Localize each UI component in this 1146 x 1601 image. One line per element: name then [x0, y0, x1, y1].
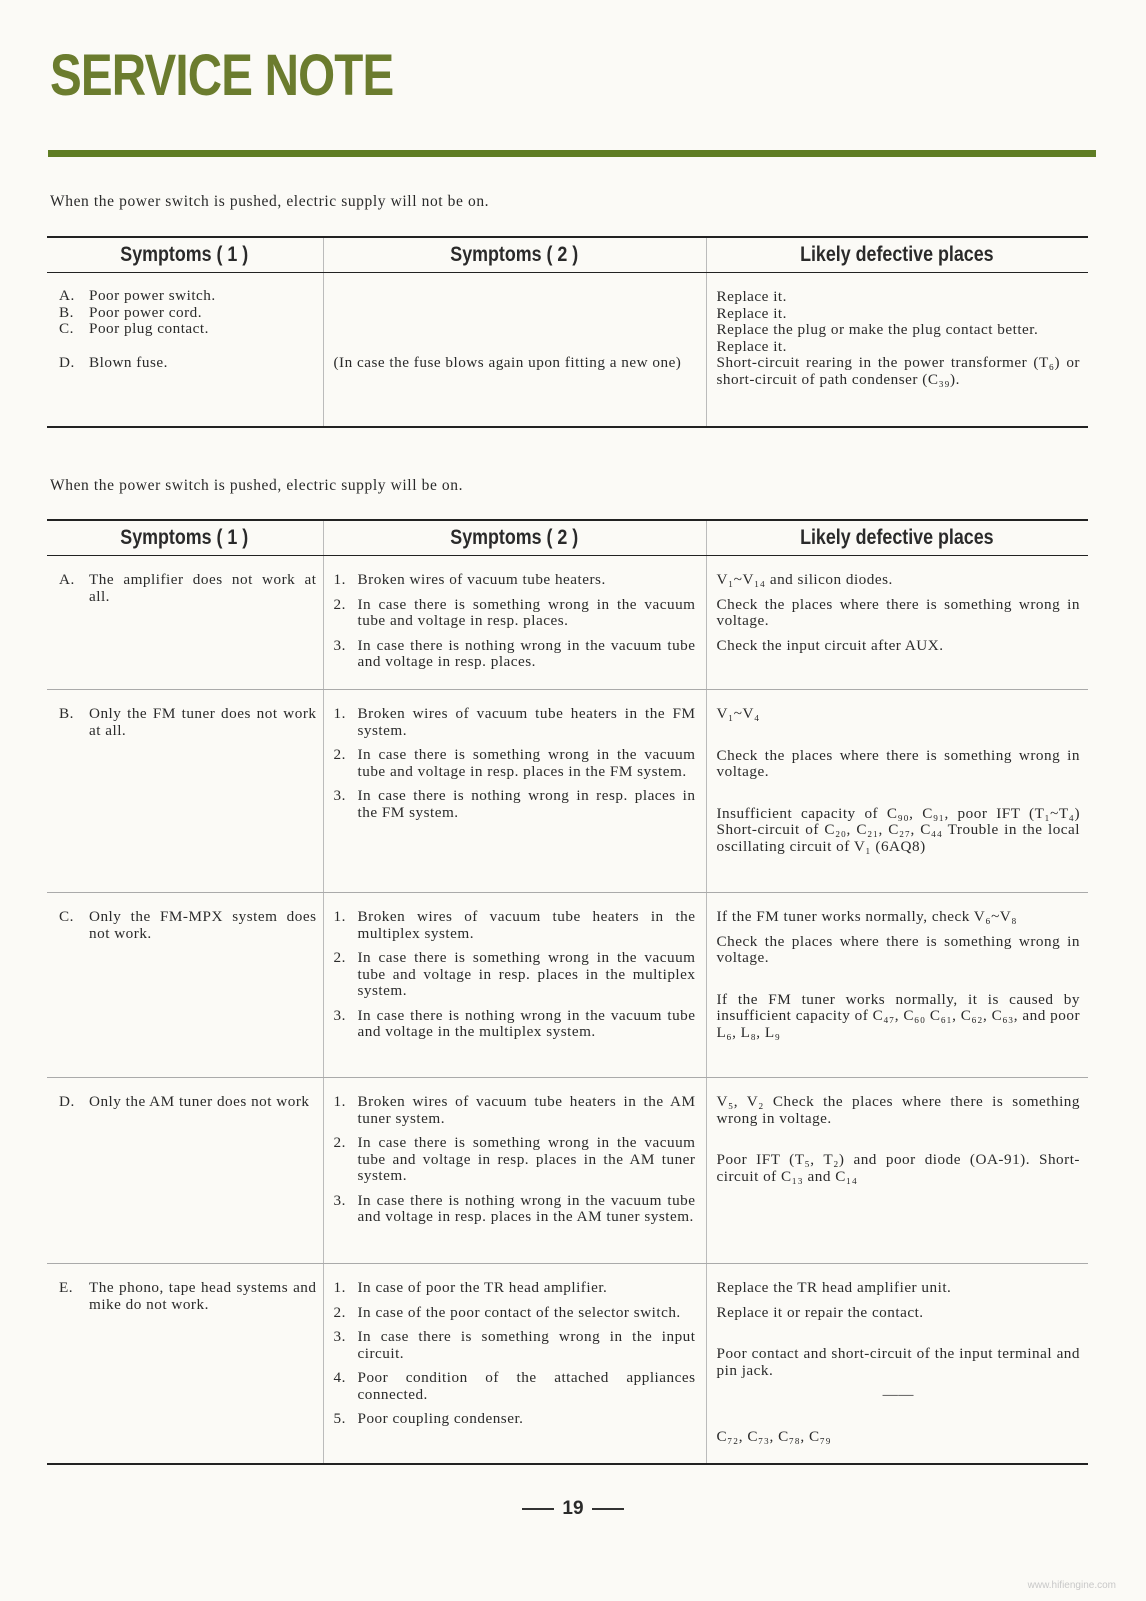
table-row	[47, 556, 1088, 690]
symptom2-item: 2. In case there is something wrong in the vacuum tube and voltage in resp. places in the AM tuner system.	[333, 1134, 696, 1184]
symptom2-item: 1. Broken wires of vacuum tube heaters in the FM system.	[333, 705, 696, 739]
symptom2-item: 3. In case there is nothing wrong in the vacuum tube and voltage in the multiplex system.	[333, 1006, 696, 1040]
symptom1-text: C. Only the FM-MPX system does not work.	[59, 908, 317, 942]
symptom2-item: 2. In case there is something wrong in the vacuum tube and voltage in resp. places.	[333, 595, 696, 629]
footer-dash-left	[522, 1508, 554, 1510]
page-number: 19	[562, 1498, 584, 1519]
table-row	[47, 273, 1088, 428]
place-text: If the FM tuner works normally, it is caused by insufficient capacity of C₄₇, C₆₀ C₆₁, C₆₂, C₆₃, and poor L₆, L₈, L₉	[716, 990, 1080, 1041]
col-header-symptoms-2: Symptoms ( 2 )	[323, 237, 706, 273]
symptom2-item: 3. In case there is something wrong in the input circuit.	[333, 1328, 696, 1362]
watermark: www.hifiengine.com	[1027, 1580, 1116, 1591]
place-text: Insufficient capacity of C₉₀, C₉₁, poor IFT (T₁~T₄) Short-circuit of C₂₀, C₂₁, C₂₇, C₄₄ Trouble in the local oscillating circuit of V₁ (6AQ8)	[716, 804, 1080, 855]
table-power-on	[47, 519, 1088, 1465]
table-row	[47, 1078, 1088, 1264]
page-footer	[0, 1498, 1146, 1520]
col-header-symptoms-1: Symptoms ( 1 )	[47, 237, 323, 273]
place-text: Replace it or repair the contact.	[716, 1303, 924, 1321]
symptom2-item: 2. In case there is something wrong in the vacuum tube and voltage in resp. places in the FM system.	[333, 746, 696, 780]
title-rule	[48, 150, 1096, 157]
symptom1-text: E. The phono, tape head systems and mike do not work.	[59, 1279, 317, 1313]
place-text: Replace the plug or make the plug contact better.	[716, 321, 1039, 338]
place-text: Check the places where there is something wrong in voltage.	[716, 595, 1080, 629]
place-text: Replace it.	[716, 304, 787, 322]
place-text: Check the places where there is something wrong in voltage.	[716, 932, 1080, 966]
col-header-symptoms-1: Symptoms ( 1 )	[47, 520, 323, 556]
place-text: Poor contact and short-circuit of the input terminal and pin jack.	[716, 1345, 1080, 1379]
table-power-off	[47, 236, 1088, 428]
col-header-symptoms-2: Symptoms ( 2 )	[323, 520, 706, 556]
place-text: V₁~V₄	[716, 705, 760, 722]
symptom-item: A. Poor power switch.	[59, 287, 216, 304]
place-text: Poor IFT (T₅, T₂) and poor diode (OA-91). Short-circuit of C₁₃ and C₁₄	[716, 1151, 1080, 1185]
table-header-row	[47, 237, 1088, 273]
symptom1-text: D. Only the AM tuner does not work	[59, 1093, 310, 1110]
place-text: If the FM tuner works normally, check V₆~V₈	[716, 908, 1018, 925]
place-text: Replace it.	[716, 337, 787, 355]
place-text: Check the input circuit after AUX.	[716, 636, 944, 654]
place-text: V₁~V₁₄ and silicon diodes.	[716, 571, 893, 588]
place-text: C₇₂, C₇₃, C₇₈, C₇₉	[716, 1427, 832, 1445]
symptom2-item: 1. Broken wires of vacuum tube heaters in the multiplex system.	[333, 908, 696, 942]
section2-intro: When the power switch is pushed, electric supply will be on.	[50, 477, 464, 494]
symptom2-item: 1. In case of poor the TR head amplifier.	[333, 1279, 608, 1296]
symptom2-item: 4. Poor condition of the attached appliances connected.	[333, 1369, 696, 1403]
place-text: Replace the TR head amplifier unit.	[716, 1279, 952, 1296]
symptom1-text: A. The amplifier does not work at all.	[59, 571, 317, 605]
symptom2-text: (In case the fuse blows again upon fitting a new one)	[333, 354, 682, 371]
col-header-defective-places: Likely defective places	[706, 237, 1088, 273]
symptom-item: C. Poor plug contact.	[59, 320, 209, 337]
table-row	[47, 690, 1088, 893]
place-text: Short-circuit rearing in the power transformer (T₆) or short-circuit of path condenser (C₃₉).	[716, 354, 1080, 388]
symptom1-text: B. Only the FM tuner does not work at all.	[59, 705, 317, 739]
footer-dash-right	[592, 1508, 624, 1510]
section1-intro: When the power switch is pushed, electric supply will not be on.	[50, 193, 490, 210]
place-text: V₅, V₂ Check the places where there is something wrong in voltage.	[716, 1093, 1080, 1127]
symptom2-item: 3. In case there is nothing wrong in resp. places in the FM system.	[333, 787, 696, 821]
table-row	[47, 893, 1088, 1078]
place-text: ——	[882, 1386, 914, 1403]
page-title: SERVICE NOTE	[50, 43, 394, 108]
table-header-row	[47, 520, 1088, 556]
symptom2-item: 2. In case there is something wrong in the vacuum tube and voltage in resp. places in the multiplex system.	[333, 949, 696, 999]
table-row	[47, 1264, 1088, 1465]
symptom2-item: 1. Broken wires of vacuum tube heaters.	[333, 571, 606, 588]
symptom2-item: 5. Poor coupling condenser.	[333, 1410, 524, 1427]
symptom2-item: 3. In case there is nothing wrong in the vacuum tube and voltage in resp. places.	[333, 636, 696, 670]
col-header-defective-places: Likely defective places	[706, 520, 1088, 556]
place-text: Check the places where there is something wrong in voltage.	[716, 746, 1080, 780]
symptom2-item: 2. In case of the poor contact of the selector switch.	[333, 1303, 681, 1321]
place-text: Replace it.	[716, 288, 787, 305]
symptom-item: B. Poor power cord.	[59, 303, 203, 321]
symptom-item: D. Blown fuse.	[59, 353, 168, 371]
symptom2-item: 3. In case there is nothing wrong in the vacuum tube and voltage in resp. places in the AM tuner system.	[333, 1191, 696, 1225]
symptom2-item: 1. Broken wires of vacuum tube heaters in the AM tuner system.	[333, 1093, 696, 1127]
